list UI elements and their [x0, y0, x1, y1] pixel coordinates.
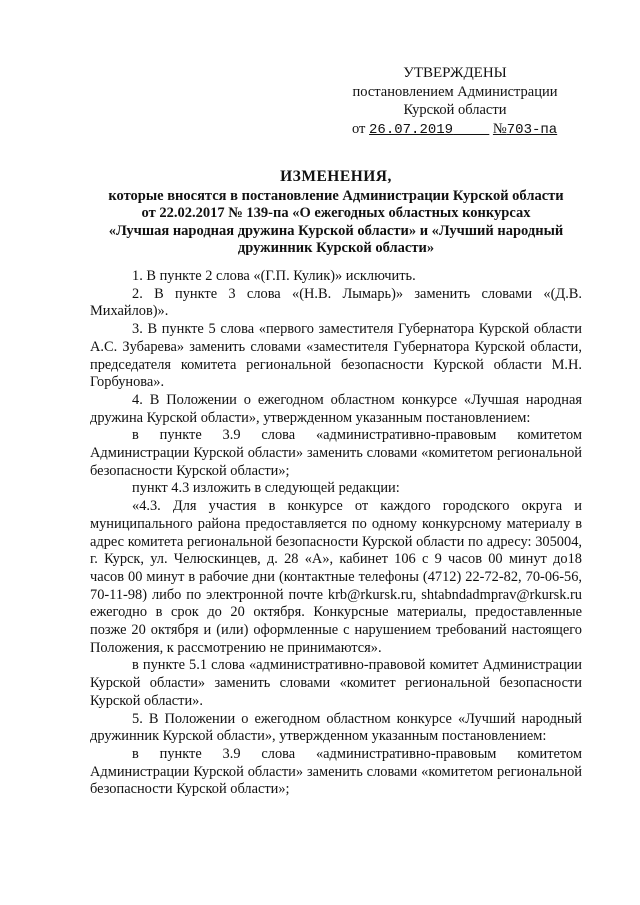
paragraph: в пункте 5.1 слова «административно-правовой комитет Администрации Курской области» заменить словами «комитет региональной безопасности Курской области».	[90, 657, 582, 709]
paragraph: 5. В Положении о ежегодном областном конкурсе «Лучший народный дружинник Курской области», утвержденном указанным постановлением:	[90, 710, 582, 745]
heading-title: ИЗМЕНЕНИЯ,	[280, 168, 392, 185]
approval-issuer: постановлением Администрации	[352, 83, 558, 100]
approval-date-number	[330, 120, 580, 140]
approval-date: 26.07.2019	[369, 121, 454, 138]
approval-block	[330, 64, 580, 139]
document-body	[90, 268, 582, 799]
heading-line: от 22.02.2017 № 139-па «О ежегодных областных конкурсах	[141, 205, 531, 221]
paragraph: пункт 4.3 изложить в следующей редакции:	[132, 480, 400, 497]
paragraph: в пункте 3.9 слова «административно-правовым комитетом Администрации Курской области» заменить словами «комитетом региональной безопасности Курской области»;	[90, 427, 582, 479]
paragraph: 3. В пункте 5 слова «первого заместителя Губернатора Курской области А.С. Зубарева» заменить словами «заместителя Губернатора Курской области, председателя комитета региональной безопасности Курской области М.Н. Горбунова».	[90, 321, 582, 391]
heading-line: которые вносятся в постановление Администрации Курской области	[108, 187, 564, 204]
heading-line: дружинник Курской области»	[237, 240, 435, 256]
paragraph: «4.3. Для участия в конкурсе от каждого городского округа и муниципального района предоставляется по одному конкурсному материалу в адрес комитета региональной безопасности Курской области по адресу: 305004, г. Курск, ул. Челюскинцев, д. 28 «А», кабинет 106 с 9 часов 00 минут до18 часов 00 минут в рабочие дни (контактные телефоны (4712) 22-72-82, 70-06-56, 70-11-98) либо по электронной почте krb@rkursk.ru, shtabndadmprav@rkursk.ru ежегодно в срок до 20 октября. Конкурсные материалы, предоставленные позже 20 октября и (или) оформленные с нарушением требований настоящего Положения, к рассмотрению не принимаются».	[90, 498, 582, 656]
heading-line: «Лучшая народная дружина Курской области» и «Лучший народный	[108, 222, 564, 239]
approval-from: от	[352, 120, 366, 137]
paragraph: 2. В пункте 3 слова «(Н.В. Лымарь)» заменить словами «(Д.В. Михайлов)».	[90, 285, 582, 320]
approval-number: 703-па	[506, 121, 558, 138]
paragraph: в пункте 3.9 слова «административно-правовым комитетом Администрации Курской области» заменить словами «комитетом региональной безопасности Курской области»;	[90, 745, 582, 798]
document-heading	[90, 168, 582, 258]
approval-title: УТВЕРЖДЕНЫ	[403, 65, 507, 81]
approval-number-prefix: №	[492, 120, 507, 137]
paragraph: 1. В пункте 2 слова «(Г.П. Кулик)» исключить.	[132, 268, 416, 284]
approval-region: Курской области	[403, 102, 507, 118]
paragraph: 4. В Положении о ежегодном областном конкурсе «Лучшая народная дружина Курской области», утвержденном указанным постановлением:	[90, 391, 582, 426]
